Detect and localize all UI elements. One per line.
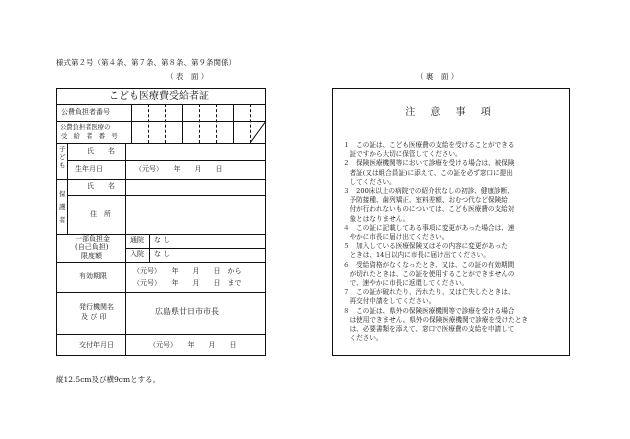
slash-mark <box>250 121 266 143</box>
note-line: ときは、14日以内に市長に届け出てください。 <box>343 251 490 260</box>
note-line: は使用できません。県外の保険医療機関で診療を受けたとき <box>343 315 529 324</box>
note-line: ８ この証は、県外の保険医療機関等で診療を受ける場合 <box>343 306 515 315</box>
note-line: 再交付申請をしてください。 <box>343 297 436 306</box>
public-payer-label: 公費負担者番号 <box>61 108 110 116</box>
issuer-value: 広島県廿日市市長 <box>155 307 219 316</box>
guardian-name-label: 氏 名 <box>87 182 115 190</box>
back-label: （ 裏 面 ） <box>416 72 459 81</box>
copay-label-3: 限度額 <box>81 252 102 260</box>
issue-date-label: 交付年月日 <box>79 341 114 349</box>
note-line: ２ 保険医療機関等において診療を受ける場合は、被保険 <box>343 159 515 168</box>
issuer-label-2: 及 び 印 <box>81 313 107 321</box>
note-line: が切れたときは、この証を使用することができませんの <box>343 269 515 278</box>
note-line: ５ 加入している医療保険又はその内容に変更があった <box>343 242 508 251</box>
note-line: は、必要書類を添えて、窓口で医療費の支給を申請して <box>343 325 515 333</box>
note-line: 者証(又は組合員証)に添えて、この証を必ず窓口に提出 <box>343 168 513 177</box>
issuer-label-1: 発行機関名 <box>79 303 114 311</box>
front-card <box>56 88 266 356</box>
outpatient-value: な し <box>154 236 171 244</box>
birth-value: （元号） 年 月 日 <box>135 165 223 173</box>
outpatient-label: 通院 <box>130 236 144 244</box>
note-line: してください。 <box>343 177 396 186</box>
copay-label-2: (自己負担) <box>75 243 109 251</box>
birth-label: 生年月日 <box>75 165 103 173</box>
child-section-label: 子ども <box>59 145 66 169</box>
note-line: ３ 200床以上の病院での紹介状なしの初診、健康診断、 <box>343 187 514 195</box>
child-name-label: 氏 名 <box>87 147 115 155</box>
card-title: こども医療費受給者証 <box>109 91 209 102</box>
guardian-section-label: 保護者 <box>59 190 66 224</box>
valid-to: （元号） 年 月 日 まで <box>133 279 242 287</box>
issue-date-value: （元号） 年 月 日 <box>149 341 237 349</box>
note-line: ６ 受給資格がなくなったとき、又は、この証の有効期間 <box>343 260 515 269</box>
note-line: やかに市長に届け出てください。 <box>343 233 449 241</box>
copay-label-1: 一部負担金 <box>75 235 110 243</box>
public-recipient-label-1: 公費負担者医療の <box>60 124 111 131</box>
note-line: １ この証は、こども医療費の支給を受けることができる <box>343 141 515 149</box>
footnote: 縦12.5cm及び横9cmとする。 <box>56 375 161 384</box>
note-line: ７ この証が破れたり、汚れたり、又は亡失したときは、 <box>343 288 515 297</box>
address-label: 住 所 <box>90 210 111 218</box>
note-line: 象とはなりません。 <box>343 214 410 223</box>
note-line: 付が行われないものについては、こども医療費の支給対 <box>343 205 515 214</box>
inpatient-value: な し <box>154 250 171 258</box>
note-line: ４ この証に記載してある事項に変更があった場合は、速 <box>343 223 515 232</box>
notes-title: 注 意 事 項 <box>405 107 497 118</box>
form-number: 様式第２号（第４条、第７条、第８条、第９条関係） <box>56 58 236 67</box>
note-line: で、速やかに市長に返還してください。 <box>343 279 469 287</box>
public-recipient-label-2: 受 給 者 番 号 <box>61 133 118 140</box>
note-line: 証ですから大切に保管してください。 <box>343 150 462 159</box>
valid-from: （元号） 年 月 日 から <box>133 267 242 275</box>
note-line: ください。 <box>343 334 383 343</box>
note-line: 予防接種、歯列矯正、室料差額、おむつ代など保険給 <box>343 196 508 205</box>
inpatient-label: 入院 <box>130 250 144 258</box>
back-card <box>332 88 570 356</box>
front-label: （ 表 面 ） <box>166 72 209 81</box>
validity-label: 有効期限 <box>79 272 107 280</box>
